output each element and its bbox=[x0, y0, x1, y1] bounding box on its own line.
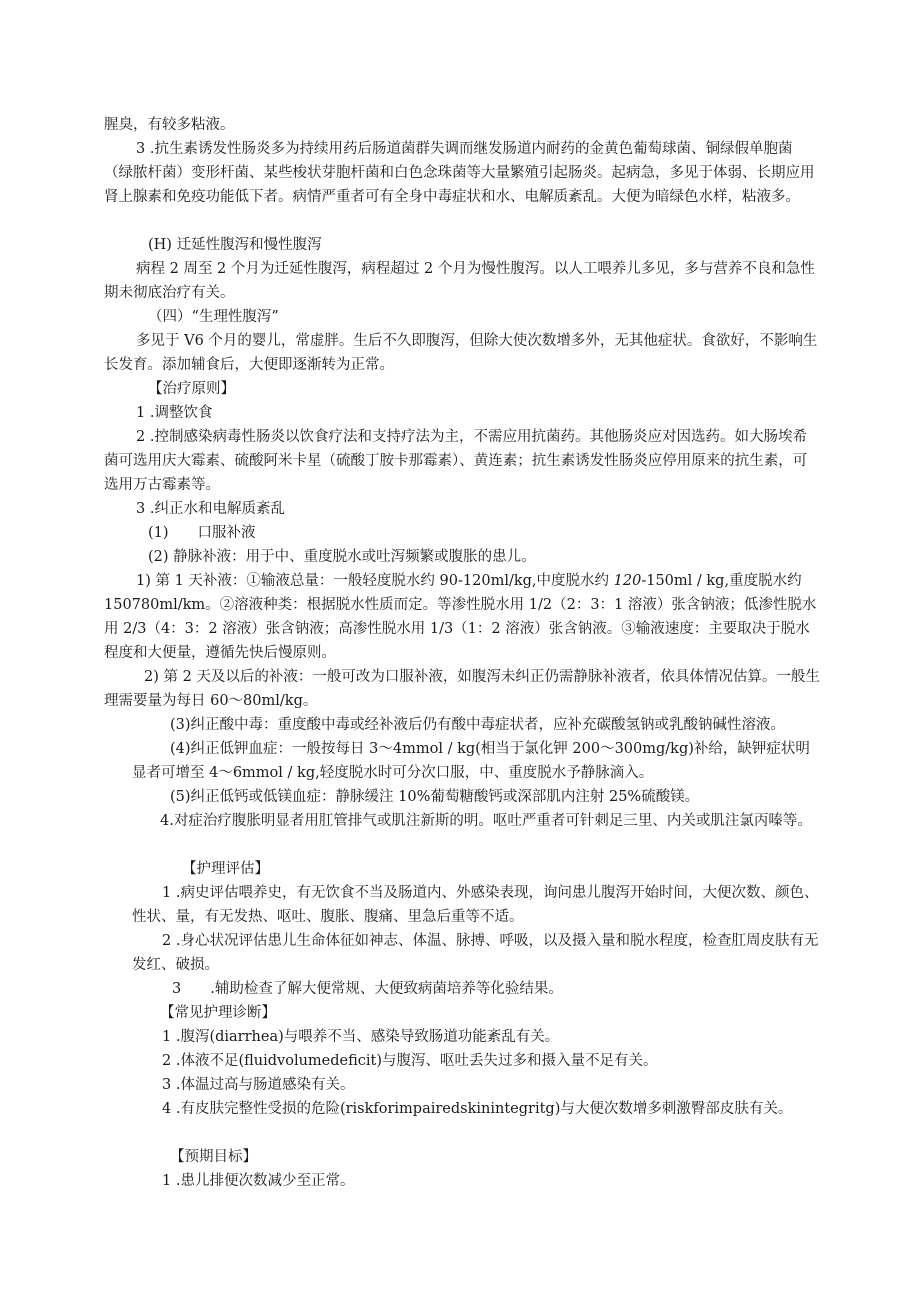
paragraph-persistent-diarrhea: 病程 2 周至 2 个月为迁延性腹泻，病程超过 2 个月为慢性腹泻。以人工喂养儿多见，多与营养不良和急性期未彻底治疗有关。 bbox=[104, 261, 815, 301]
item-oral-rehydration: (1) 口服补液 bbox=[148, 525, 256, 541]
item-history: 1 .病史评估喂养史，有无饮食不当及肠道内、外感染表现，询问患儿腹泻开始时间，大便次数、颜色、性状、量，有无发热、呕吐、腹胀、腹痛、里急后重等不适。 bbox=[132, 885, 819, 925]
item-hypokalemia: (4)纠正低钾血症：一般按每日 3～4mmol / kg(相当于氯化钾 200～300mg/kg)补给，缺钾症状明显者可增至 4～6mmol / kg,轻度脱水时可分次口服，中、重度脱水予静脉滴入。 bbox=[132, 741, 810, 781]
item-adjust-diet: 1 .调整饮食 bbox=[136, 405, 213, 421]
item-control-infection: 2 .控制感染病毒性肠炎以饮食疗法和支持疗法为主，不需应用抗菌药。其他肠炎应对因选药。如大肠埃希菌可选用庆大霉素、硫酸阿米卡星（硫酸丁胺卡那霉素）、黄连素；抗生素诱发性肠炎应停用原来的抗生素，可选用万古霉素等。 bbox=[104, 429, 808, 493]
heading-physiological-diarrhea: （四）“生理性腹泻” bbox=[148, 309, 279, 325]
goal-bowel-frequency: 1 .患儿排便次数减少至正常。 bbox=[162, 1173, 355, 1189]
item-acidosis: (3)纠正酸中毒：重度酸中毒或经补液后仍有酸中毒症状者，应补充碳酸氢钠或乳酸钠碱性溶液。 bbox=[170, 717, 786, 733]
diagnosis-fluid-deficit: 2 .体液不足(fluidvolumedeficit)与腹泻、呕吐丢失过多和摄入量不足有关。 bbox=[162, 1053, 658, 1069]
item-day1-fluid bbox=[104, 569, 820, 665]
paragraph-physiological-diarrhea: 多见于 V6 个月的婴儿，常虚胖。生后不久即腹泻，但除大使次数增多外，无其他症状。食欲好，不影响生长发育。添加辅食后，大便即逐渐转为正常。 bbox=[104, 333, 818, 373]
day1-fluid-text-c: -150ml / kg,重度脱水约 150780ml/km。②溶液种类：根据脱水性质而定。等渗性脱水用 1/2（2：3：1 溶液）张含钠液；低渗性脱水用 2/3（4：3：2 溶液）张含钠液；高渗性脱水用 1/3（1：2 溶液）张含钠液。③输液速度：主要取决于脱水程度和大便量，遵循先快后慢原则。 bbox=[104, 573, 817, 661]
day1-fluid-italic-value: 120 bbox=[613, 573, 642, 589]
paragraph-antibiotic-enteritis: 3 .抗生素诱发性肠炎多为持续用药后肠道菌群失调而继发肠道内耐药的金黄色葡萄球菌、铜绿假单胞菌（绿脓杆菌）变形杆菌、某些梭状芽胞杆菌和白色念珠菌等大量繁殖引起肠炎。起病急，多见于体弱、长期应用肾上腺素和免疫功能低下者。病情严重者可有全身中毒症状和水、电解质紊乱。大便为暗绿色水样，粘液多。 bbox=[104, 141, 815, 205]
item-day2-fluid: 2) 第 2 天及以后的补液：一般可改为口服补液，如腹泻未纠正仍需静脉补液者，依具体情况估算。一般生理需要量为每日 60～80ml/kg。 bbox=[104, 669, 820, 709]
item-auxiliary-exam: 3 .辅助检查了解大便常规、大便致病菌培养等化验结果。 bbox=[172, 981, 563, 997]
section-title-diagnosis: 【常见护理诊断】 bbox=[160, 1005, 276, 1021]
section-title-goals: 【预期目标】 bbox=[170, 1149, 257, 1165]
day1-fluid-text-a: 1) 第 1 天补液：①输液总量：一般轻度脱水约 90-120ml/kg,中度脱水约 bbox=[136, 573, 614, 589]
section-title-assessment: 【护理评估】 bbox=[182, 861, 269, 877]
diagnosis-diarrhea: 1 .腹泻(diarrhea)与喂养不当、感染导致肠道功能紊乱有关。 bbox=[162, 1029, 560, 1045]
heading-persistent-diarrhea: (H) 迁延性腹泻和慢性腹泻 bbox=[148, 237, 322, 253]
item-correct-fluid: 3 .纠正水和电解质紊乱 bbox=[136, 501, 285, 517]
item-symptomatic: 4.对症治疗腹胀明显者用肛管排气或肌注新斯的明。呕吐严重者可针刺足三里、内关或肌注氯丙嗪等。 bbox=[160, 813, 812, 829]
diagnosis-hyperthermia: 3 .体温过高与肠道感染有关。 bbox=[162, 1077, 355, 1093]
item-physical-status: 2 .身心状况评估患儿生命体征如神志、体温、脉搏、呼吸，以及摄入量和脱水程度，检查肛周皮肤有无发红、破损。 bbox=[132, 933, 819, 973]
item-hypocalcemia: (5)纠正低钙或低镁血症：静脉缓注 10%葡萄糖酸钙或深部肌内注射 25%硫酸镁。 bbox=[170, 789, 700, 805]
paragraph-odor: 腥臭，有较多粘液。 bbox=[104, 117, 235, 133]
item-iv-rehydration: (2) 静脉补液：用于中、重度脱水或吐泻频繁或腹胀的患儿。 bbox=[148, 549, 536, 565]
diagnosis-skin-integrity: 4 .有皮肤完整性受损的危险(riskforimpairedskinintegritg)与大便次数增多刺激臀部皮肤有关。 bbox=[162, 1101, 793, 1117]
section-title-treatment: 【治疗原则】 bbox=[148, 381, 235, 397]
